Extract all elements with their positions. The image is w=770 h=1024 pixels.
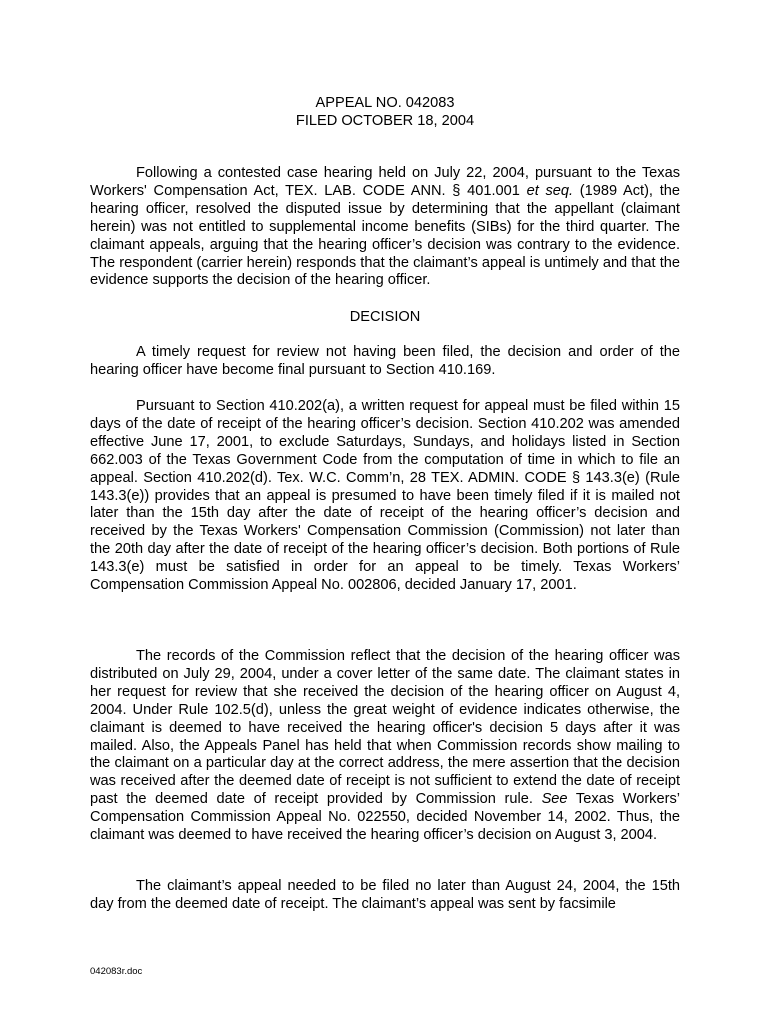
final-paragraph: The claimant’s appeal needed to be filed no later than August 24, 2004, the 15th day from the deemed date of receipt. The claimant’s appeal was sent by facsimile <box>90 878 680 912</box>
footer-filename: 042083r.doc <box>90 966 143 977</box>
records-paragraph <box>90 648 680 845</box>
filed-date-heading: FILED OCTOBER 18, 2004 <box>295 113 475 129</box>
decision-paragraph: A timely request for review not having been filed, the decision and order of the hearing officer have become final pursuant to Section 410.169. <box>90 344 680 378</box>
appeal-number-heading: APPEAL NO. 042083 <box>315 95 455 111</box>
rule-paragraph: Pursuant to Section 410.202(a), a written request for appeal must be filed within 15 days of the date of receipt of the hearing officer’s decision. Section 410.202 was amended effective June 17, 2001, to exclude Saturdays, Sundays, and holidays listed in Section 662.003 of the Texas Government Code from the computation of time in which to file an appeal. Section 410.202(d). Tex. W.C. Comm’n, 28 TEX. ADMIN. CODE § 143.3(e) (Rule 143.3(e)) provides that an appeal is presumed to have been timely filed if it is mailed not later than the 15th day after the date of receipt of the hearing officer’s decision and received by the Texas Workers' Compensation Commission (Commission) not later than the 20th day after the date of receipt of the hearing officer’s decision. Both portions of Rule 143.3(e) must be satisfied in order for an appeal to be timely. Texas Workers’ Compensation Commission Appeal No. 002806, decided January 17, 2001. <box>90 398 680 594</box>
intro-text-part2: (1989 Act), the hearing officer, resolved the disputed issue by determining that the appellant (claimant herein) was not entitled to supplemental income benefits (SIBs) for the third quarter. The claimant appeals, arguing that the hearing officer’s decision was contrary to the evidence. The respondent (carrier herein) responds that the claimant’s appeal is untimely and that the evidence supports the decision of the hearing officer. <box>90 182 680 289</box>
intro-italic-text: et seq. <box>526 182 574 199</box>
records-text-part2: Texas Workers’ Compensation Commission Appeal No. 022550, decided November 14, 2002. Thus, the claimant was deemed to have received the hearing officer’s decision on August 3, 2004. <box>90 791 680 844</box>
records-italic-see: See <box>541 791 568 808</box>
intro-text-part1: Following a contested case hearing held on July 22, 2004, pursuant to the Texas Workers' Compensation Act, TEX. LAB. CODE ANN. § 401.001 <box>90 165 680 199</box>
records-text-part1: The records of the Commission reflect that the decision of the hearing officer was distributed on July 29, 2004, under a cover letter of the same date. The claimant states in her request for review that she received the decision of the hearing officer on August 4, 2004. Under Rule 102.5(d), unless the great weight of evidence indicates otherwise, the claimant is deemed to have received the hearing officer's decision 5 days after it was mailed. Also, the Appeals Panel has held that when Commission records show mailing to the claimant on a particular day at the correct address, the mere assertion that the decision was received after the deemed date of receipt is not sufficient to extend the date of receipt past the deemed date of receipt provided by Commission rule. <box>90 648 680 808</box>
decision-heading: DECISION <box>349 309 421 325</box>
intro-paragraph <box>90 165 680 290</box>
